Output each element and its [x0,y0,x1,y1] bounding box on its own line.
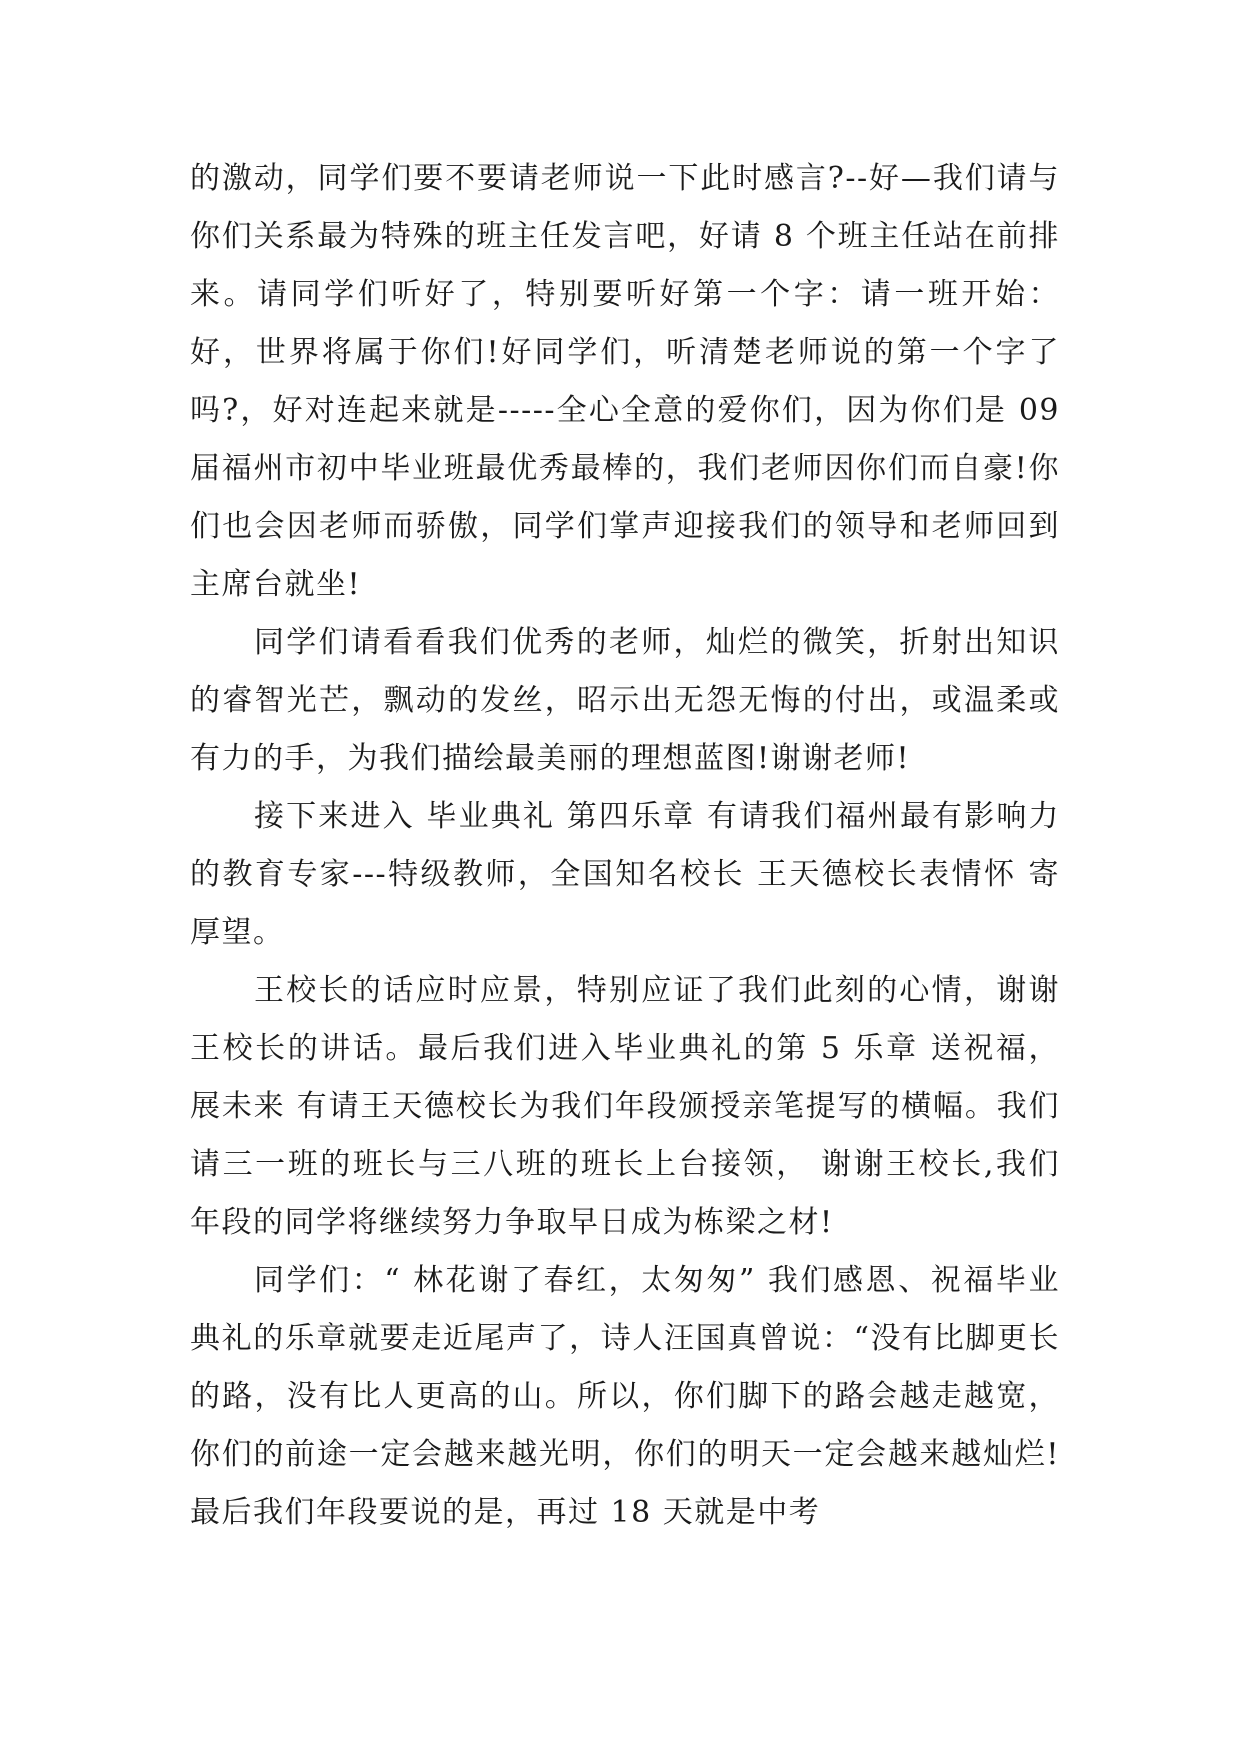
paragraph-fifth-movement: 王校长的话应时应景，特别应证了我们此刻的心情，谢谢王校长的讲话。最后我们进入毕业典礼的第 5 乐章 送祝福，展未来 有请王天德校长为我们年段颁授亲笔提写的横幅。我们请三一班的班长与三八班的班长上台接领， 谢谢王校长,我们年段的同学将继续努力争取早日成为栋梁之材! [190,973,1060,1240]
paragraph-continuation: 的激动，同学们要不要请老师说一下此时感言?--好—我们请与你们关系最为特殊的班主任发言吧，好请 8 个班主任站在前排来。请同学们听好了，特别要听好第一个字：请一班开始：好，世界将属于你们!好同学们，听清楚老师说的第一个字了吗?，好对连起来就是-----全心全意的爱你们，因为你们是 09 届福州市初中毕业班最优秀最棒的，我们老师因你们而自豪!你们也会因老师而骄傲，同学们掌声迎接我们的领导和老师回到主席台就坐! [190,161,1072,602]
paragraph-teachers: 同学们请看看我们优秀的老师，灿烂的微笑，折射出知识的睿智光芒，飘动的发丝，昭示出无怨无悔的付出，或温柔或有力的手，为我们描绘最美丽的理想蓝图!谢谢老师! [190,625,1060,776]
document-page [190,150,1072,1542]
paragraph-closing: 同学们：“ 林花谢了春红，太匆匆” 我们感恩、祝福毕业典礼的乐章就要走近尾声了，诗人汪国真曾说：“没有比脚更长的路，没有比人更高的山。所以，你们脚下的路会越走越宽，你们的前途一定会越来越光明，你们的明天一定会越来越灿烂!最后我们年段要说的是，再过 18 天就是中考 [190,1263,1060,1530]
paragraph-fourth-movement: 接下来进入 毕业典礼 第四乐章 有请我们福州最有影响力的教育专家---特级教师，全国知名校长 王天德校长表情怀 寄厚望。 [190,799,1060,950]
